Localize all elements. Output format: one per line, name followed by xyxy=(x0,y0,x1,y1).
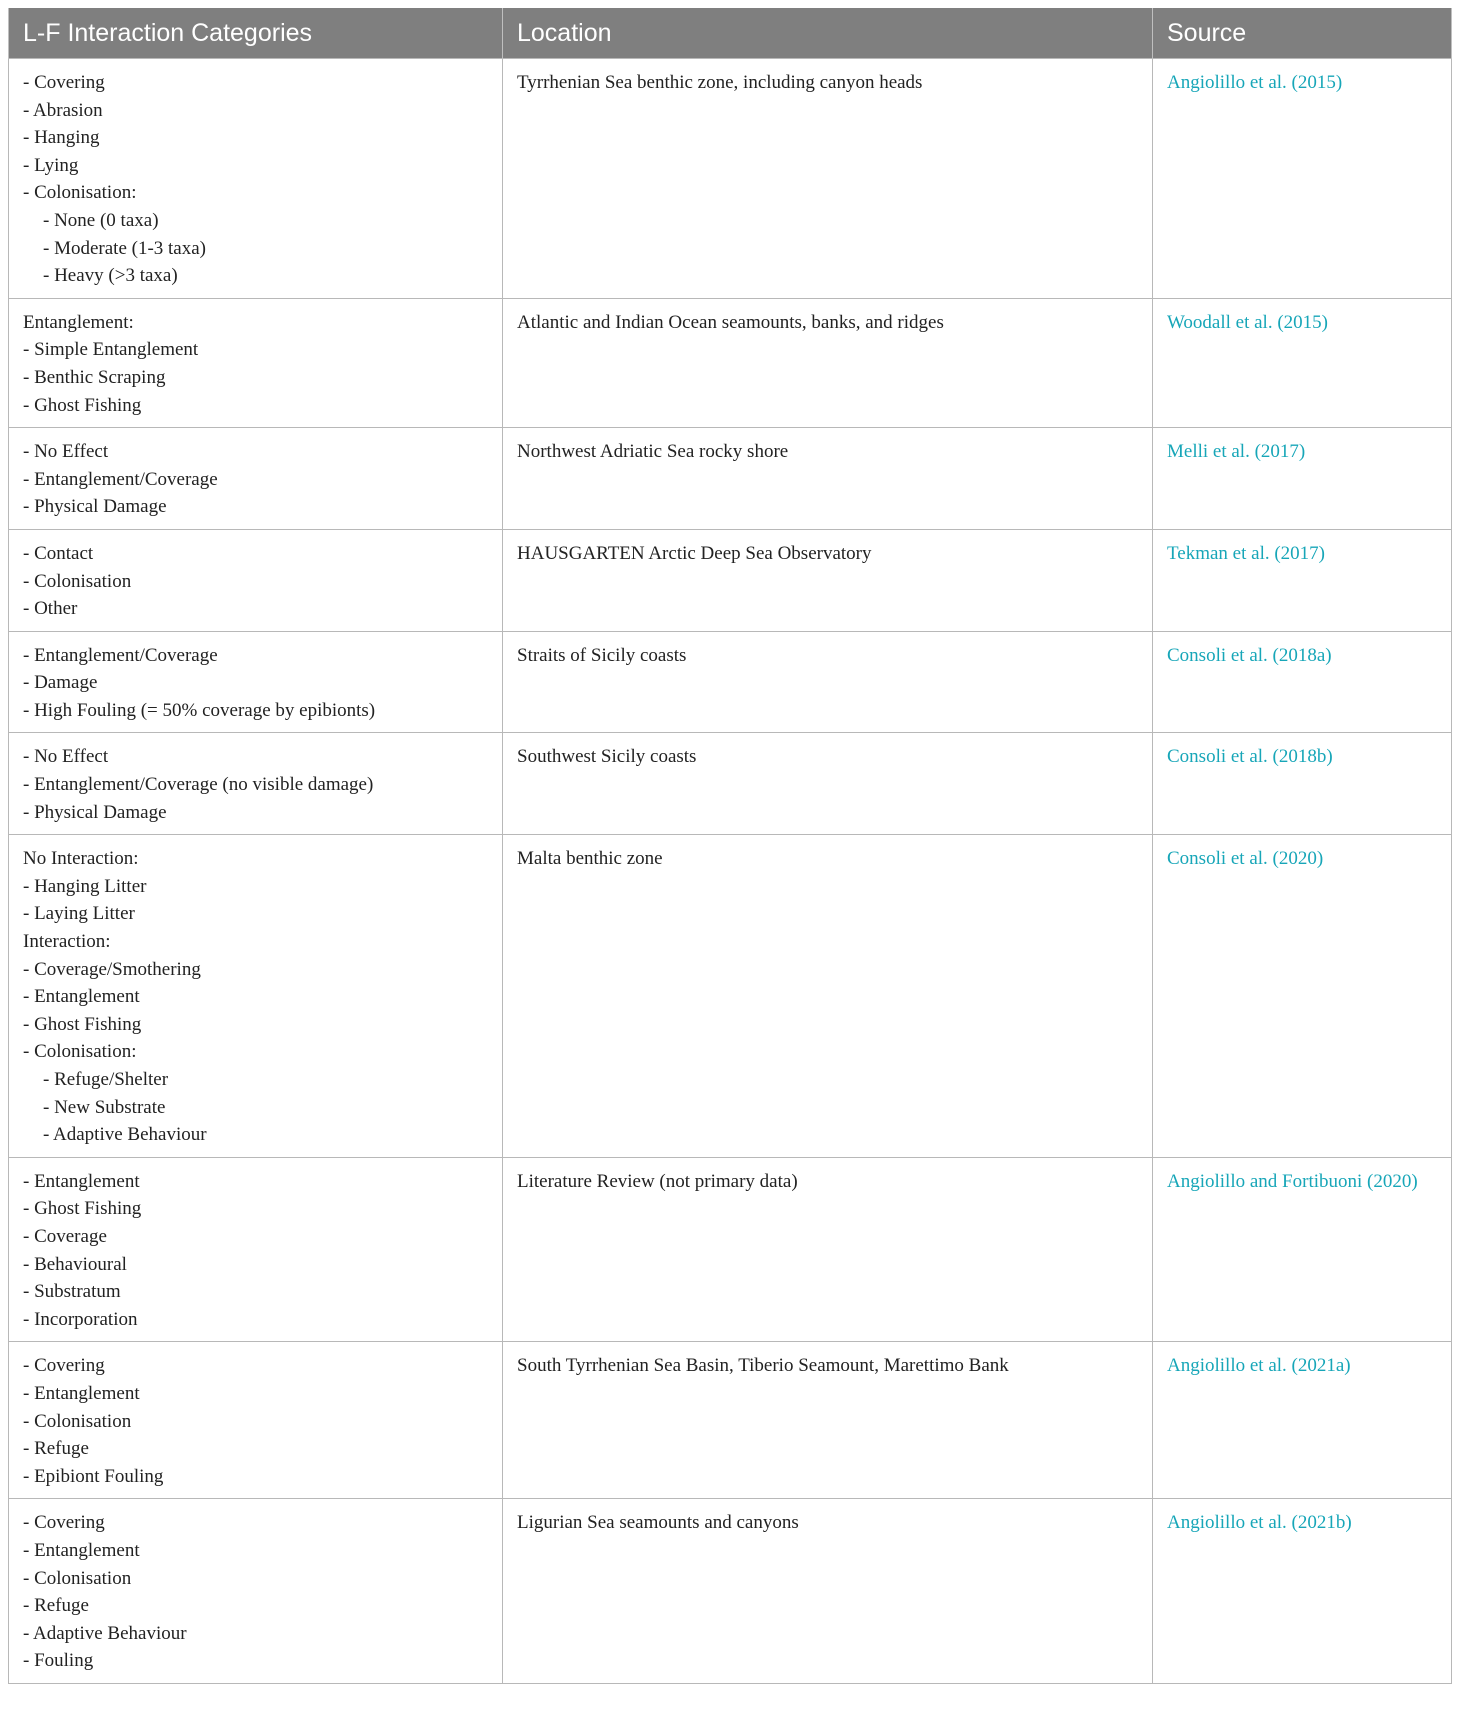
category-item: Interaction: xyxy=(23,931,111,953)
source-link[interactable]: Angiolillo et al. (2021a) xyxy=(1167,1355,1351,1377)
table-row xyxy=(9,428,1452,530)
category-item: - No Effect xyxy=(23,441,109,463)
source-cell xyxy=(1153,1499,1452,1684)
category-item: - Behavioural xyxy=(23,1253,127,1275)
category-item: - Contact xyxy=(23,542,94,564)
source-link[interactable]: Woodall et al. (2015) xyxy=(1167,311,1328,333)
location-cell: HAUSGARTEN Arctic Deep Sea Observatory xyxy=(503,529,1153,631)
sub-category-item: - Heavy (>3 taxa) xyxy=(43,265,178,287)
source-link[interactable]: Consoli et al. (2020) xyxy=(1167,848,1324,870)
location-cell: Southwest Sicily coasts xyxy=(503,733,1153,835)
category-item: - Physical Damage xyxy=(23,801,167,823)
category-item: - Fouling xyxy=(23,1650,94,1672)
category-item: - Covering xyxy=(23,72,105,93)
category-item: - Ghost Fishing xyxy=(23,1198,142,1220)
category-item: - Refuge xyxy=(23,1438,89,1460)
source-link[interactable]: Consoli et al. (2018b) xyxy=(1167,746,1333,768)
category-item: - Laying Litter xyxy=(23,903,135,925)
category-item: - Entanglement/Coverage xyxy=(23,468,218,490)
category-item: - Colonisation xyxy=(23,570,132,592)
header-source: Source xyxy=(1153,8,1452,59)
category-item: - Benthic Scraping xyxy=(23,366,166,388)
category-item: - Entanglement/Coverage xyxy=(23,644,218,666)
table-row xyxy=(9,1499,1452,1684)
category-item: - Covering xyxy=(23,1512,105,1534)
category-item: - Hanging Litter xyxy=(23,875,147,897)
category-item: - Colonisation: xyxy=(23,1041,137,1063)
header-location: Location xyxy=(503,8,1153,59)
categories-cell xyxy=(9,59,503,299)
source-link[interactable]: Angiolillo et al. (2021b) xyxy=(1167,1512,1352,1534)
category-item: - Colonisation xyxy=(23,1410,132,1432)
table-row xyxy=(9,733,1452,835)
category-item: - Entanglement xyxy=(23,1170,140,1192)
table-row xyxy=(9,529,1452,631)
source-cell xyxy=(1153,835,1452,1158)
category-item: - Adaptive Behaviour xyxy=(23,1622,187,1644)
source-cell xyxy=(1153,59,1452,299)
categories-cell xyxy=(9,835,503,1158)
category-item: No Interaction: xyxy=(23,848,139,870)
sub-category-item: - Adaptive Behaviour xyxy=(43,1124,207,1146)
sub-category-item: - Refuge/Shelter xyxy=(43,1069,169,1090)
category-item: - Epibiont Fouling xyxy=(23,1465,164,1487)
source-cell xyxy=(1153,298,1452,427)
table-row xyxy=(9,631,1452,733)
location-cell: Literature Review (not primary data) xyxy=(503,1157,1153,1342)
category-item: - Entanglement/Coverage (no visible damage) xyxy=(23,774,374,796)
header-categories: L-F Interaction Categories xyxy=(9,8,503,59)
category-item: - Damage xyxy=(23,672,98,694)
categories-cell xyxy=(9,631,503,733)
source-cell xyxy=(1153,529,1452,631)
category-item: - Simple Entanglement xyxy=(23,339,199,361)
source-cell xyxy=(1153,428,1452,530)
source-link[interactable]: Angiolillo et al. (2015) xyxy=(1167,72,1343,93)
location-cell: Malta benthic zone xyxy=(503,835,1153,1158)
source-link[interactable]: Angiolillo and Fortibuoni (2020) xyxy=(1167,1170,1418,1192)
interaction-table-container xyxy=(8,8,1451,1684)
location-cell: Atlantic and Indian Ocean seamounts, banks, and ridges xyxy=(503,298,1153,427)
category-item: - Abrasion xyxy=(23,99,103,121)
categories-cell xyxy=(9,1342,503,1499)
source-link[interactable]: Melli et al. (2017) xyxy=(1167,441,1306,463)
source-cell xyxy=(1153,733,1452,835)
category-item: - Covering xyxy=(23,1355,105,1377)
source-cell xyxy=(1153,631,1452,733)
sub-category-item: - New Substrate xyxy=(43,1096,166,1118)
category-item: - Coverage/Smothering xyxy=(23,958,201,980)
categories-cell xyxy=(9,529,503,631)
category-item: - Entanglement xyxy=(23,1539,140,1561)
category-item: - Refuge xyxy=(23,1595,89,1617)
location-cell: Straits of Sicily coasts xyxy=(503,631,1153,733)
categories-cell xyxy=(9,1499,503,1684)
category-item: - Hanging xyxy=(23,127,100,149)
category-item: - Substratum xyxy=(23,1281,121,1303)
sub-category-item: - None (0 taxa) xyxy=(43,209,159,231)
source-cell xyxy=(1153,1342,1452,1499)
table-row xyxy=(9,1342,1452,1499)
category-item: - Ghost Fishing xyxy=(23,1013,142,1035)
category-item: - Other xyxy=(23,598,78,620)
interaction-categories-table xyxy=(8,8,1452,1684)
category-item: - Entanglement xyxy=(23,986,140,1008)
table-header xyxy=(9,8,1452,59)
categories-cell xyxy=(9,428,503,530)
header-row xyxy=(9,8,1452,59)
category-item: - Ghost Fishing xyxy=(23,394,142,416)
table-body xyxy=(9,59,1452,1684)
category-item: - Colonisation: xyxy=(23,182,137,204)
sub-category-item: - Moderate (1-3 taxa) xyxy=(43,237,207,259)
source-link[interactable]: Consoli et al. (2018a) xyxy=(1167,644,1332,666)
category-item: - Lying xyxy=(23,154,79,176)
table-row xyxy=(9,59,1452,299)
location-cell: Ligurian Sea seamounts and canyons xyxy=(503,1499,1153,1684)
category-item: - Physical Damage xyxy=(23,496,167,518)
category-item: - Entanglement xyxy=(23,1382,140,1404)
category-item: - High Fouling (= 50% coverage by epibionts) xyxy=(23,699,376,721)
categories-cell xyxy=(9,298,503,427)
categories-cell xyxy=(9,733,503,835)
table-row xyxy=(9,835,1452,1158)
categories-cell xyxy=(9,1157,503,1342)
location-cell: Northwest Adriatic Sea rocky shore xyxy=(503,428,1153,530)
category-item: - Coverage xyxy=(23,1225,107,1247)
source-link[interactable]: Tekman et al. (2017) xyxy=(1167,542,1326,564)
location-cell: Tyrrhenian Sea benthic zone, including canyon heads xyxy=(503,59,1153,299)
category-item: - Colonisation xyxy=(23,1567,132,1589)
table-row xyxy=(9,1157,1452,1342)
table-row xyxy=(9,298,1452,427)
source-cell xyxy=(1153,1157,1452,1342)
category-item: - Incorporation xyxy=(23,1308,138,1330)
category-item: - No Effect xyxy=(23,746,109,768)
location-cell: South Tyrrhenian Sea Basin, Tiberio Seamount, Marettimo Bank xyxy=(503,1342,1153,1499)
category-item: Entanglement: xyxy=(23,311,134,333)
